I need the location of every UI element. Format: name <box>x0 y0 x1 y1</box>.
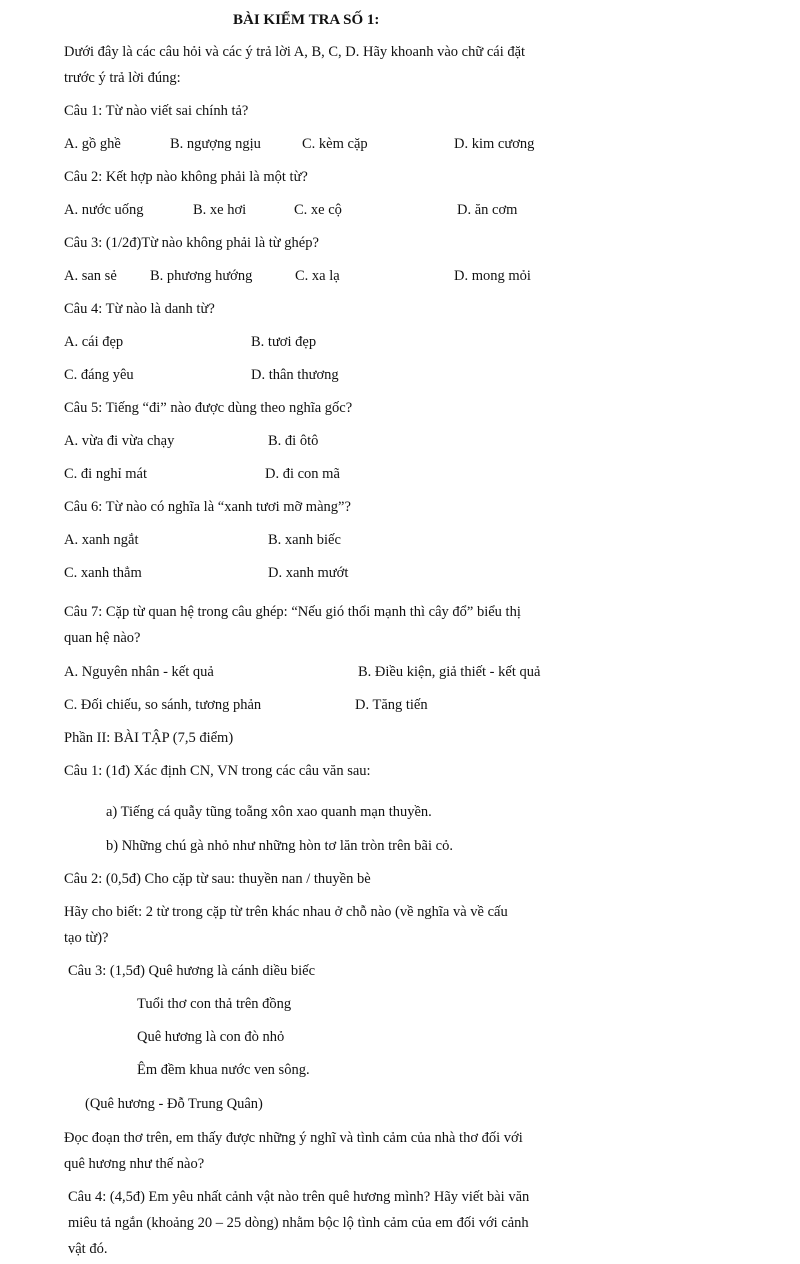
instructions-line-1: Dưới đây là các câu hỏi và các ý trả lời A, B, C, D. Hãy khoanh vào chữ cái đặt <box>64 44 526 60</box>
part-2-heading: Phần II: BÀI TẬP (7,5 điểm) <box>64 730 234 746</box>
exercise-1-prompt: Câu 1: (1đ) Xác định CN, VN trong các câu văn sau: <box>64 763 371 779</box>
exercise-4-line-1: Câu 4: (4,5đ) Em yêu nhất cảnh vật nào trên quê hương mình? Hãy viết bài văn <box>68 1189 530 1205</box>
poem-line-3: Quê hương là con đò nhỏ <box>137 1029 285 1045</box>
question-4-prompt: Câu 4: Từ nào là danh từ? <box>64 301 215 317</box>
exercise-1-item-b: b) Những chú gà nhỏ như những hòn tơ lăn tròn trên bãi cỏ. <box>106 838 453 854</box>
question-6-option-d: D. xanh mướt <box>268 565 349 581</box>
question-3-option-a: A. san sẻ <box>64 268 117 284</box>
question-2-option-a: A. nước uống <box>64 202 144 218</box>
exercise-4-line-3: vật đó. <box>68 1241 108 1257</box>
question-2-option-b: B. xe hơi <box>193 202 247 218</box>
page-title: BÀI KIỂM TRA SỐ 1: <box>233 12 380 28</box>
question-4-option-b: B. tươi đẹp <box>251 334 317 350</box>
exercise-1-item-a: a) Tiếng cá quẫy tũng toẵng xôn xao quanh mạn thuyền. <box>106 804 432 820</box>
question-5-option-a: A. vừa đi vừa chạy <box>64 433 175 449</box>
question-3-option-d: D. mong mỏi <box>454 268 531 284</box>
exercise-3-line-1: Đọc đoạn thơ trên, em thấy được những ý nghĩ và tình cảm của nhà thơ đối với <box>64 1130 523 1146</box>
exercise-4-line-2: miêu tả ngắn (khoảng 20 – 25 dòng) nhằm bộc lộ tình cảm của em đối với cảnh <box>68 1215 529 1231</box>
question-3-option-c: C. xa lạ <box>295 268 340 284</box>
question-2-option-c: C. xe cộ <box>294 202 342 218</box>
question-5-option-d: D. đi con mã <box>265 466 340 482</box>
exercise-2-prompt: Câu 2: (0,5đ) Cho cặp từ sau: thuyền nan / thuyền bè <box>64 871 371 887</box>
poem-line-2: Tuổi thơ con thả trên đồng <box>137 996 292 1012</box>
question-5-option-b: B. đi ôtô <box>268 433 319 449</box>
question-2-option-d: D. ăn cơm <box>457 202 518 218</box>
exercise-3-line-2: quê hương như thế nào? <box>64 1156 205 1172</box>
question-1-option-d: D. kim cương <box>454 136 535 152</box>
question-7-option-b: B. Điều kiện, giả thiết - kết quả <box>358 664 541 680</box>
question-2-prompt: Câu 2: Kết hợp nào không phải là một từ? <box>64 169 308 185</box>
instructions-line-2: trước ý trả lời đúng: <box>64 70 181 86</box>
question-1-option-b: B. ngượng ngịu <box>170 136 261 152</box>
poem-source: (Quê hương - Đỗ Trung Quân) <box>85 1096 263 1112</box>
question-7-prompt-line-2: quan hệ nào? <box>64 630 141 646</box>
question-4-option-a: A. cái đẹp <box>64 334 124 350</box>
question-6-option-b: B. xanh biếc <box>268 532 341 548</box>
exercise-2-line-2: tạo từ)? <box>64 930 109 946</box>
exercise-2-line-1: Hãy cho biết: 2 từ trong cặp từ trên khác nhau ở chỗ nào (về nghĩa và về cấu <box>64 904 508 920</box>
question-4-option-d: D. thân thương <box>251 367 339 383</box>
question-1-option-a: A. gồ ghề <box>64 136 121 152</box>
question-7-option-d: D. Tăng tiến <box>355 697 428 713</box>
question-6-option-c: C. xanh thẳm <box>64 565 142 581</box>
poem-line-4: Êm đềm khua nước ven sông. <box>137 1062 310 1078</box>
exercise-3-prompt: Câu 3: (1,5đ) Quê hương là cánh diều biếc <box>68 963 316 979</box>
question-6-prompt: Câu 6: Từ nào có nghĩa là “xanh tươi mỡ màng”? <box>64 499 351 515</box>
question-7-option-c: C. Đối chiếu, so sánh, tương phản <box>64 697 262 713</box>
question-4-option-c: C. đáng yêu <box>64 367 134 383</box>
question-5-prompt: Câu 5: Tiếng “đi” nào được dùng theo nghĩa gốc? <box>64 400 353 416</box>
question-3-prompt: Câu 3: (1/2đ)Từ nào không phải là từ ghép? <box>64 235 319 251</box>
question-1-option-c: C. kèm cặp <box>302 136 368 152</box>
question-3-option-b: B. phương hướng <box>150 268 253 284</box>
question-1-prompt: Câu 1: Từ nào viết sai chính tả? <box>64 103 249 119</box>
question-7-option-a: A. Nguyên nhân - kết quả <box>64 664 214 680</box>
question-7-prompt-line-1: Câu 7: Cặp từ quan hệ trong câu ghép: “Nếu gió thổi mạnh thì cây đổ” biểu thị <box>64 604 521 620</box>
question-5-option-c: C. đi nghỉ mát <box>64 466 147 482</box>
question-6-option-a: A. xanh ngắt <box>64 532 139 548</box>
